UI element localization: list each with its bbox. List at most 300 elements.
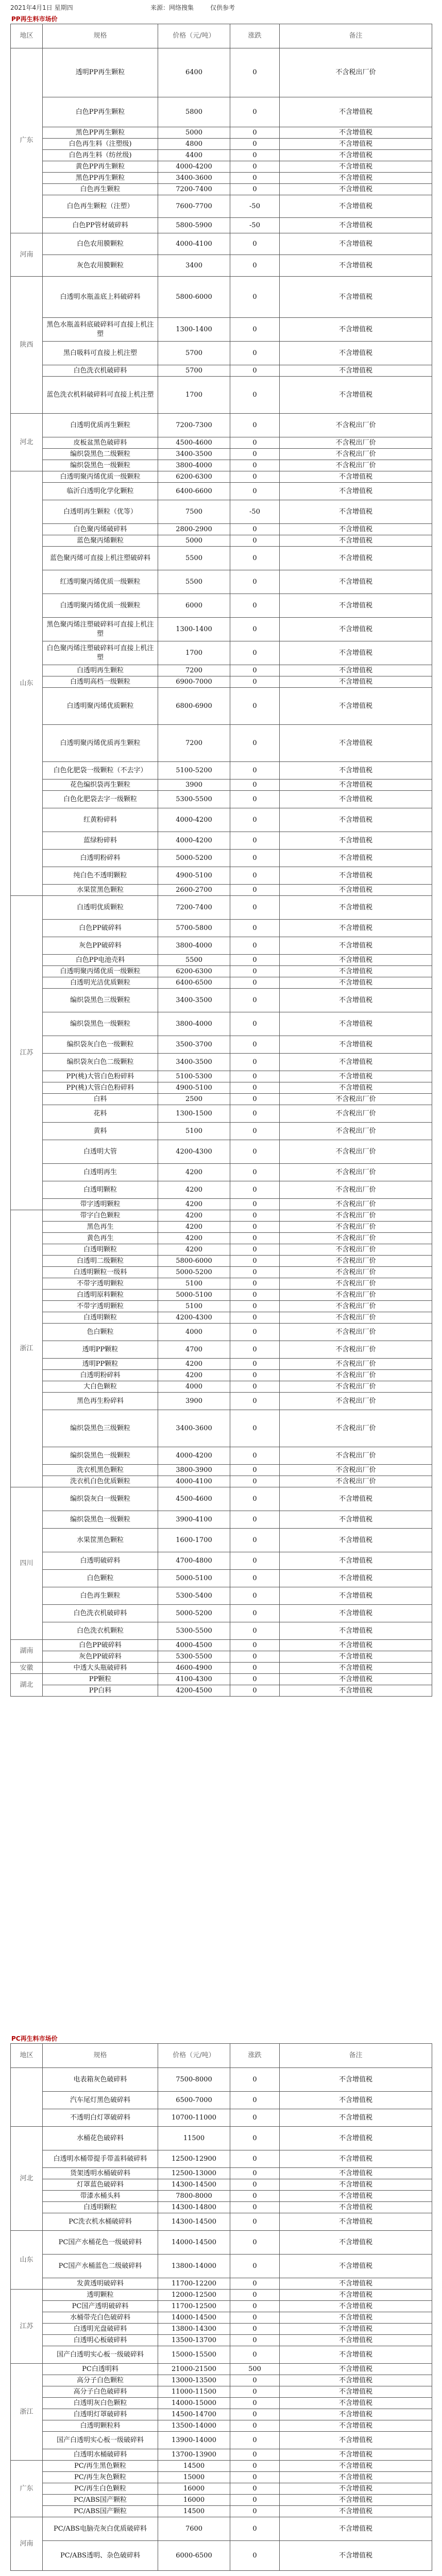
table-row	[11, 184, 432, 195]
spec-cell: 黄料	[43, 1123, 158, 1140]
source-label: 来源：网络搜集	[150, 4, 194, 11]
change-cell: 0	[230, 2432, 280, 2449]
change-cell: 0	[230, 1054, 280, 1071]
price-cell: 6800-6900	[158, 688, 230, 725]
price-cell: 4200	[158, 1233, 230, 1244]
spec-cell: 不带字透明颗粒	[43, 1278, 158, 1290]
note-cell: 不含增值税	[280, 524, 432, 535]
change-cell: 0	[230, 2398, 280, 2409]
spec-cell: 大白色颗粒	[43, 1381, 158, 1393]
price-cell: 6400-6500	[158, 977, 230, 989]
change-cell: 0	[230, 2461, 280, 2472]
spec-cell: 纯白色不透明颗粒	[43, 867, 158, 885]
table-row	[11, 1267, 432, 1278]
table-row	[11, 1640, 432, 1651]
pp-price-table	[10, 24, 432, 1697]
price-cell: 7600-7700	[158, 195, 230, 218]
price-cell: 14000-14500	[158, 2312, 230, 2324]
price-cell: 3500-3700	[158, 1036, 230, 1054]
spec-cell: PC/再生黑色颗粒	[43, 2461, 158, 2472]
note-cell: 不含税出厂价	[280, 1359, 432, 1370]
spec-cell: PC/再生白色颗粒	[43, 2483, 158, 2495]
note-cell: 不含增值税	[280, 277, 432, 318]
table-row	[11, 779, 432, 791]
table-row	[11, 449, 432, 460]
note-cell: 不含增值税	[280, 2506, 432, 2517]
note-cell: 不含税出厂价	[280, 1123, 432, 1140]
table-row	[11, 725, 432, 762]
change-cell: 0	[230, 2150, 280, 2168]
price-cell: 3900-4100	[158, 1511, 230, 1529]
pp-section-title: PP再生料市场价	[11, 15, 58, 23]
table-row	[11, 594, 432, 618]
change-cell: 0	[230, 1381, 280, 1393]
price-cell: 5000-5200	[158, 850, 230, 867]
price-cell: 4000-4200	[158, 808, 230, 832]
price-cell: 13800-14000	[158, 2255, 230, 2278]
spec-cell: 白色洗衣机破碎料	[43, 1605, 158, 1622]
table-row	[11, 1674, 432, 1685]
change-cell: 0	[230, 365, 280, 377]
table-row	[11, 937, 432, 955]
note-cell: 不含增值税	[280, 1054, 432, 1071]
spec-cell: 透明PP颗粒	[43, 1359, 158, 1370]
change-cell: 0	[230, 641, 280, 665]
change-cell: 0	[230, 1267, 280, 1278]
change-cell: 0	[230, 471, 280, 483]
change-cell: 0	[230, 2324, 280, 2335]
table-row	[11, 233, 432, 255]
change-cell: 0	[230, 255, 280, 277]
spec-cell: 白透明颗粒料	[43, 2420, 158, 2432]
change-cell: 0	[230, 2290, 280, 2301]
price-cell: 5700-5800	[158, 920, 230, 937]
price-cell: 3800-4000	[158, 460, 230, 471]
change-cell: 0	[230, 2191, 280, 2202]
table-row	[11, 676, 432, 688]
table-row	[11, 1476, 432, 1487]
table-row	[11, 173, 432, 184]
spec-cell: 白色颗粒	[43, 1570, 158, 1587]
spec-cell: 白透明颗粒	[43, 2202, 158, 2213]
price-cell: 4200-4300	[158, 1140, 230, 1164]
spec-cell: 白透明水桶带提手带盖料破碎料	[43, 2150, 158, 2168]
change-cell: 0	[230, 2420, 280, 2432]
price-cell: 4200-4500	[158, 1685, 230, 1697]
table-row	[11, 641, 432, 665]
change-cell: 0	[230, 920, 280, 937]
table-row	[11, 618, 432, 641]
spec-cell: 不带字透明颗粒	[43, 1301, 158, 1312]
note-cell: 不含增值税	[280, 2517, 432, 2541]
price-cell: 13700-13900	[158, 2449, 230, 2461]
table-row	[11, 277, 432, 318]
price-cell: 4200	[158, 1199, 230, 1210]
note-cell: 不含增值税	[280, 676, 432, 688]
price-cell: 5800-6000	[158, 1256, 230, 1267]
note-cell: 不含税出厂价	[280, 1324, 432, 1341]
price-cell: 5300-5500	[158, 791, 230, 808]
table-row	[11, 48, 432, 97]
table-row	[11, 2364, 432, 2375]
table-row	[11, 1370, 432, 1381]
change-cell: 0	[230, 277, 280, 318]
note-cell: 不含税出厂价	[280, 48, 432, 97]
note-cell: 不含税出厂价	[280, 1312, 432, 1324]
table-row	[11, 2495, 432, 2506]
change-cell: 0	[230, 2231, 280, 2255]
spec-cell: PP(桃)大管白色粉碎料	[43, 1071, 158, 1082]
change-cell: 0	[230, 2127, 280, 2150]
table-row	[11, 920, 432, 937]
price-cell: 7500	[158, 500, 230, 524]
spec-cell: 白透明聚丙烯优质一级颗粒	[43, 594, 158, 618]
spec-cell: 货架透明水桶破碎料	[43, 2168, 158, 2179]
change-cell: 0	[230, 1393, 280, 1410]
change-cell: 0	[230, 2255, 280, 2278]
region-cell: 湖南	[11, 1640, 43, 1663]
change-cell: 0	[230, 1164, 280, 1181]
spec-cell: 白透明灯罩破碎料	[43, 2409, 158, 2420]
price-cell: 16000	[158, 2483, 230, 2495]
note-cell: 不含增值税	[280, 377, 432, 414]
price-cell: 5500	[158, 570, 230, 594]
spec-cell: 红透明聚丙烯优质一级颗粒	[43, 570, 158, 594]
spec-cell: 白色化肥袋一级颗粒（不去字）	[43, 762, 158, 779]
note-cell: 不含税出厂价	[280, 1381, 432, 1393]
table-row	[11, 1663, 432, 1674]
table-row	[11, 896, 432, 920]
change-cell: 0	[230, 885, 280, 896]
change-cell: 0	[230, 1529, 280, 1552]
change-cell: 0	[230, 2068, 280, 2092]
spec-cell: 白色再生颗粒	[43, 1587, 158, 1605]
region-cell: 河南	[11, 2517, 43, 2571]
note-cell: 不含税出厂价	[280, 449, 432, 460]
price-cell: 6000	[158, 594, 230, 618]
change-cell: 0	[230, 1301, 280, 1312]
table-row	[11, 1359, 432, 1370]
spec-cell: 白透明颗粒	[43, 1181, 158, 1199]
spec-cell: 白透明颗粒	[43, 1312, 158, 1324]
note-cell: 不含增值税	[280, 1605, 432, 1622]
spec-cell: PC/ABS国产颗粒	[43, 2495, 158, 2506]
price-cell: 6900-7000	[158, 676, 230, 688]
change-cell: 0	[230, 2301, 280, 2312]
spec-cell: 白透明颗粒一级料	[43, 1267, 158, 1278]
table-row	[11, 1447, 432, 1465]
price-cell: 15000-15500	[158, 2346, 230, 2364]
spec-cell: 蓝色聚丙烯可直接上机注塑破碎料	[43, 547, 158, 570]
note-cell: 不含增值税	[280, 184, 432, 195]
note-cell: 不含增值税	[280, 1651, 432, 1663]
table-row	[11, 989, 432, 1012]
change-cell: 0	[230, 535, 280, 547]
table-row	[11, 218, 432, 233]
pc-section-title: PC再生料市场价	[11, 2035, 58, 2042]
note-cell: 不含增值税	[280, 1529, 432, 1552]
table-row	[11, 139, 432, 150]
table-row	[11, 977, 432, 989]
table-row	[11, 867, 432, 885]
note-cell: 不含增值税	[280, 2168, 432, 2179]
report-date: 2021年4月1日 星期四	[10, 4, 73, 11]
spec-cell: 白色洗衣机破碎料	[43, 365, 158, 377]
spec-cell: 编织袋黑色一级颗粒	[43, 1447, 158, 1465]
change-cell: 0	[230, 318, 280, 342]
price-cell: 13500-13700	[158, 2335, 230, 2346]
spec-cell: 白透明再生颗粒	[43, 665, 158, 676]
change-cell: 0	[230, 989, 280, 1012]
table-row	[11, 1123, 432, 1140]
note-cell: 不含增值税	[280, 808, 432, 832]
change-cell: 0	[230, 342, 280, 365]
spec-cell: 花色编织袋再生颗粒	[43, 779, 158, 791]
spec-cell: 白透明优质颗粒	[43, 896, 158, 920]
price-cell: 14500	[158, 2506, 230, 2517]
note-cell: 不含税出厂价	[280, 1410, 432, 1447]
change-cell: 0	[230, 233, 280, 255]
table-row	[11, 1054, 432, 1071]
table-row	[11, 2179, 432, 2191]
table-row	[11, 966, 432, 977]
table-row	[11, 2449, 432, 2461]
note-cell: 不含税出厂价	[280, 1278, 432, 1290]
change-cell: -50	[230, 500, 280, 524]
price-header: 价格（元/吨）	[158, 24, 230, 48]
spec-cell: 编织袋黑色一级颗粒	[43, 460, 158, 471]
table-row	[11, 1465, 432, 1476]
note-cell: 不含增值税	[280, 1622, 432, 1640]
change-cell: 0	[230, 1256, 280, 1267]
spec-cell: 白透明粉碎料	[43, 850, 158, 867]
spec-cell: 白透明高档一级颗粒	[43, 676, 158, 688]
price-cell: 5300-5500	[158, 1622, 230, 1640]
price-cell: 4400	[158, 150, 230, 161]
note-cell: 不含税出厂价	[280, 1199, 432, 1210]
change-cell: 0	[230, 2506, 280, 2517]
change-cell: 0	[230, 1587, 280, 1605]
note-cell: 不含增值税	[280, 1587, 432, 1605]
price-cell: 5500	[158, 955, 230, 966]
spec-cell: 黄色PP再生颗粒	[43, 161, 158, 173]
spec-cell: 白色PP管材破碎料	[43, 218, 158, 233]
price-cell: 5300-5400	[158, 1587, 230, 1605]
note-cell: 不含增值税	[280, 2398, 432, 2409]
spec-cell: 白色再生料（注塑级)	[43, 139, 158, 150]
note-cell: 不含增值税	[280, 791, 432, 808]
change-cell: 0	[230, 127, 280, 139]
spec-cell: 编织袋黑色三级颗粒	[43, 989, 158, 1012]
note-cell: 不含增值税	[280, 2472, 432, 2483]
region-cell	[11, 2068, 43, 2127]
spec-cell: 白透明水桶破碎料	[43, 2449, 158, 2461]
price-cell: 10700-11000	[158, 2109, 230, 2127]
price-cell: 11700-12200	[158, 2278, 230, 2290]
note-cell: 不含增值税	[280, 2109, 432, 2127]
table-row	[11, 2461, 432, 2472]
price-cell: 4200	[158, 1164, 230, 1181]
spec-cell: 白料	[43, 1094, 158, 1105]
spec-cell: 白色再生料（纺丝级)	[43, 150, 158, 161]
spec-cell: 编织袋黑色三级颗粒	[43, 1410, 158, 1447]
table-row	[11, 471, 432, 483]
note-cell: 不含增值税	[280, 2290, 432, 2301]
price-cell: 6200-6300	[158, 966, 230, 977]
note-cell: 不含税出厂价	[280, 1244, 432, 1256]
price-cell: 4500-4600	[158, 437, 230, 449]
price-cell: 14300-14500	[158, 2213, 230, 2231]
region-cell: 江苏	[11, 896, 43, 1210]
note-cell: 不含税出厂价	[280, 1370, 432, 1381]
table-row	[11, 2191, 432, 2202]
price-cell: 5000	[158, 535, 230, 547]
change-cell: 0	[230, 2179, 280, 2191]
spec-cell: 白色PP电池壳料	[43, 955, 158, 966]
table-row	[11, 570, 432, 594]
note-cell: 不含增值税	[280, 1640, 432, 1651]
region-cell: 河北	[11, 2127, 43, 2231]
table-row	[11, 2278, 432, 2290]
change-cell: 0	[230, 2213, 280, 2231]
spec-cell: 白透明心板破碎料	[43, 2335, 158, 2346]
spec-cell: 黑色再生	[43, 1222, 158, 1233]
price-cell: 6400	[158, 48, 230, 97]
note-cell: 不含增值税	[280, 1487, 432, 1511]
region-cell: 浙江	[11, 1210, 43, 1487]
spec-cell: 不透明白灯罩破碎料	[43, 2109, 158, 2127]
table-row	[11, 1233, 432, 1244]
price-cell: 11700-12500	[158, 2301, 230, 2312]
table-row	[11, 2231, 432, 2255]
region-cell: 山东	[11, 2231, 43, 2290]
note-cell: 不含增值税	[280, 2179, 432, 2191]
note-cell: 不含税出厂价	[280, 414, 432, 437]
price-cell: 1300-1400	[158, 318, 230, 342]
note-cell: 不含增值税	[280, 2231, 432, 2255]
spec-cell: 白色PP破碎料	[43, 920, 158, 937]
change-cell: 0	[230, 1552, 280, 1570]
price-cell: 11000-11500	[158, 2386, 230, 2398]
spec-cell: 白透明聚丙烯优质再生颗粒	[43, 725, 158, 762]
spec-cell: 透明颗粒	[43, 2290, 158, 2301]
change-cell: 0	[230, 2541, 280, 2571]
note-cell: 不含增值税	[280, 342, 432, 365]
change-cell: 0	[230, 1244, 280, 1256]
table-row	[11, 1393, 432, 1410]
note-cell: 不含增值税	[280, 1012, 432, 1036]
note-cell: 不含增值税	[280, 195, 432, 218]
table-row	[11, 1324, 432, 1341]
price-cell: 5000-5200	[158, 1267, 230, 1278]
price-cell: 6500-7000	[158, 2092, 230, 2109]
table-row	[11, 1244, 432, 1256]
price-cell: 1700	[158, 377, 230, 414]
price-cell: 13000-13500	[158, 2375, 230, 2386]
price-cell: 7200	[158, 665, 230, 676]
change-cell: 0	[230, 896, 280, 920]
change-cell: 0	[230, 1663, 280, 1674]
note-cell: 不含增值税	[280, 2213, 432, 2231]
spec-cell: 白色农用膜颗粒	[43, 233, 158, 255]
region-cell: 四川	[11, 1487, 43, 1640]
note-cell: 不含增值税	[280, 365, 432, 377]
price-cell: 14300-14500	[158, 2179, 230, 2191]
note-cell: 不含增值税	[280, 1552, 432, 1570]
price-cell: 6000-6500	[158, 2541, 230, 2571]
note-cell: 不含税出厂价	[280, 1476, 432, 1487]
price-cell: 7200-7400	[158, 896, 230, 920]
change-cell: 0	[230, 966, 280, 977]
table-row	[11, 547, 432, 570]
table-row	[11, 1036, 432, 1054]
spec-cell: 洗衣机白色优质颗粒	[43, 1476, 158, 1487]
region-cell: 湖北	[11, 1674, 43, 1697]
price-cell: 7200	[158, 725, 230, 762]
change-cell: 0	[230, 1674, 280, 1685]
note-cell: 不含税出厂价	[280, 1301, 432, 1312]
table-row	[11, 791, 432, 808]
spec-cell: PC/ABS国产颗粒	[43, 2506, 158, 2517]
price-cell: 4000-4200	[158, 161, 230, 173]
note-cell: 不含税出厂价	[280, 1341, 432, 1359]
spec-cell: 灰色农用膜颗粒	[43, 255, 158, 277]
table-row	[11, 1381, 432, 1393]
table-row	[11, 535, 432, 547]
table-row	[11, 1071, 432, 1082]
price-cell: 3400-3500	[158, 1054, 230, 1071]
note-cell: 不含增值税	[280, 255, 432, 277]
change-cell: 0	[230, 1278, 280, 1290]
spec-cell: 透明PP颗粒	[43, 1341, 158, 1359]
note-cell: 不含增值税	[280, 2420, 432, 2432]
change-cell: 0	[230, 937, 280, 955]
price-cell: 7200-7400	[158, 184, 230, 195]
note-cell: 不含增值税	[280, 2495, 432, 2506]
price-cell: 4000-4100	[158, 233, 230, 255]
spec-cell: 高分子白色破碎料	[43, 2386, 158, 2398]
note-cell: 不含增值税	[280, 665, 432, 676]
change-cell: 0	[230, 1570, 280, 1587]
change-cell: 0	[230, 1511, 280, 1529]
price-cell: 4000-4500	[158, 1640, 230, 1651]
note-cell: 不含增值税	[280, 977, 432, 989]
table-row	[11, 1622, 432, 1640]
spec-cell: 发黄透明破碎料	[43, 2278, 158, 2290]
table-row	[11, 808, 432, 832]
table-row	[11, 2150, 432, 2168]
price-cell: 4200	[158, 1244, 230, 1256]
table-row	[11, 97, 432, 127]
price-cell: 13800-14300	[158, 2324, 230, 2335]
spec-cell: 白色聚丙烯注塑破碎料可直接上机注塑	[43, 641, 158, 665]
price-cell: 3900	[158, 1393, 230, 1410]
price-cell: 5800-5900	[158, 218, 230, 233]
table-row	[11, 2398, 432, 2409]
table-row	[11, 1082, 432, 1094]
table-row	[11, 832, 432, 850]
price-cell: 12500-13000	[158, 2168, 230, 2179]
note-cell: 不含增值税	[280, 570, 432, 594]
note-cell: 不含增值税	[280, 139, 432, 150]
note-cell: 不含税出厂价	[280, 1256, 432, 1267]
price-cell: 4500-4600	[158, 1487, 230, 1511]
note-cell: 不含增值税	[280, 2068, 432, 2092]
table-row	[11, 2312, 432, 2324]
table-row	[11, 524, 432, 535]
note-cell: 不含增值税	[280, 127, 432, 139]
note-cell: 不含增值税	[280, 2449, 432, 2461]
